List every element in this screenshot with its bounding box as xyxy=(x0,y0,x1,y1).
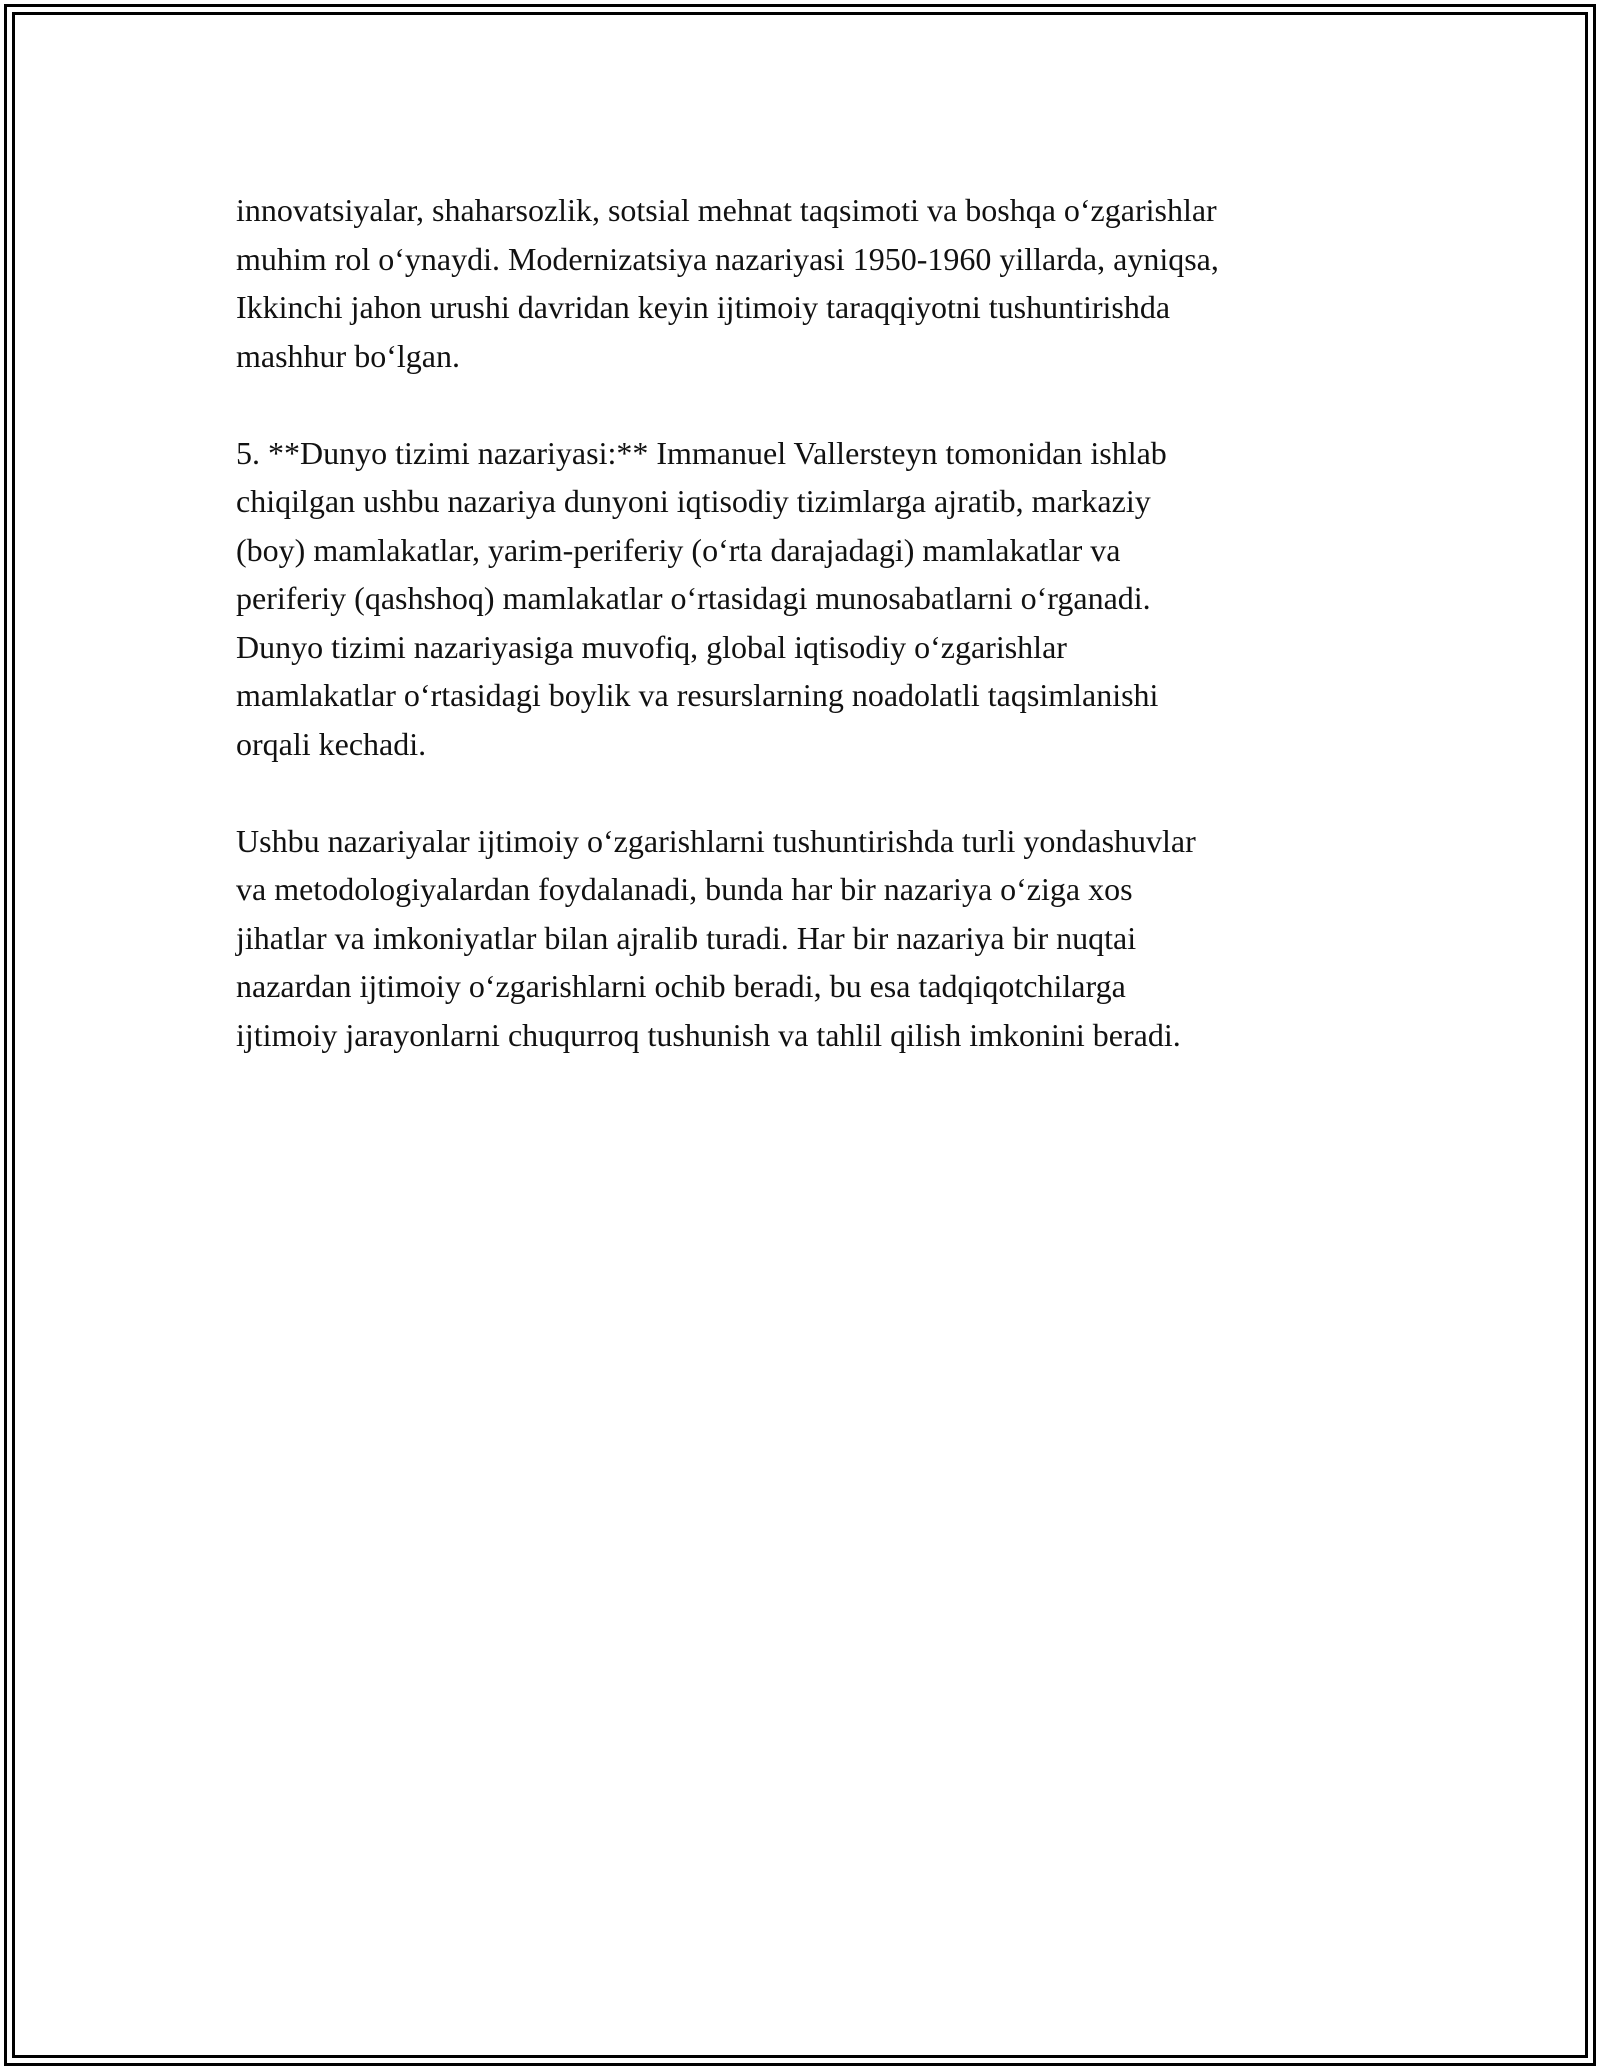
paragraph-conclusion: Ushbu nazariyalar ijtimoiy o‘zgarishlarni tushuntirishda turli yondashuvlar va metodologiyalardan foydalanadi, bunda har bir nazariya o‘ziga xos jihatlar va imkoniyatlar bilan ajralib turadi. Har bir nazariya bir nuqtai nazardan ijtimoiy o‘zgarishlarni ochib beradi, bu esa tadqiqotchilarga ijtimoiy jarayonlarni chuqurroq tushunish va tahlil qilish imkonini beradi. xyxy=(236,822,1196,1053)
document-body xyxy=(236,186,1376,1108)
paragraph-world-system-theory: 5. **Dunyo tizimi nazariyasi:** Immanuel Vallersteyn tomonidan ishlab chiqilgan ushbu nazariya dunyoni iqtisodiy tizimlarga ajratib, markaziy (boy) mamlakatlar, yarim-periferiy (o‘rta darajadagi) mamlakatlar va periferiy (qashshoq) mamlakatlar o‘rtasidagi munosabatlarni o‘rganadi. Dunyo tizimi nazariyasiga muvofiq, global iqtisodiy o‘zgarishlar mamlakatlar o‘rtasidagi boylik va resurslarning noadolatli taqsimlanishi orqali kechadi. xyxy=(236,434,1167,762)
paragraph-modernization-continuation: innovatsiyalar, shaharsozlik, sotsial mehnat taqsimoti va boshqa o‘zgarishlar muhim rol o‘ynaydi. Modernizatsiya nazariyasi 1950-1960 yillarda, ayniqsa, Ikkinchi jahon urushi davridan keyin ijtimoiy taraqqiyotni tushuntirishda mashhur bo‘lgan. xyxy=(236,192,1219,374)
